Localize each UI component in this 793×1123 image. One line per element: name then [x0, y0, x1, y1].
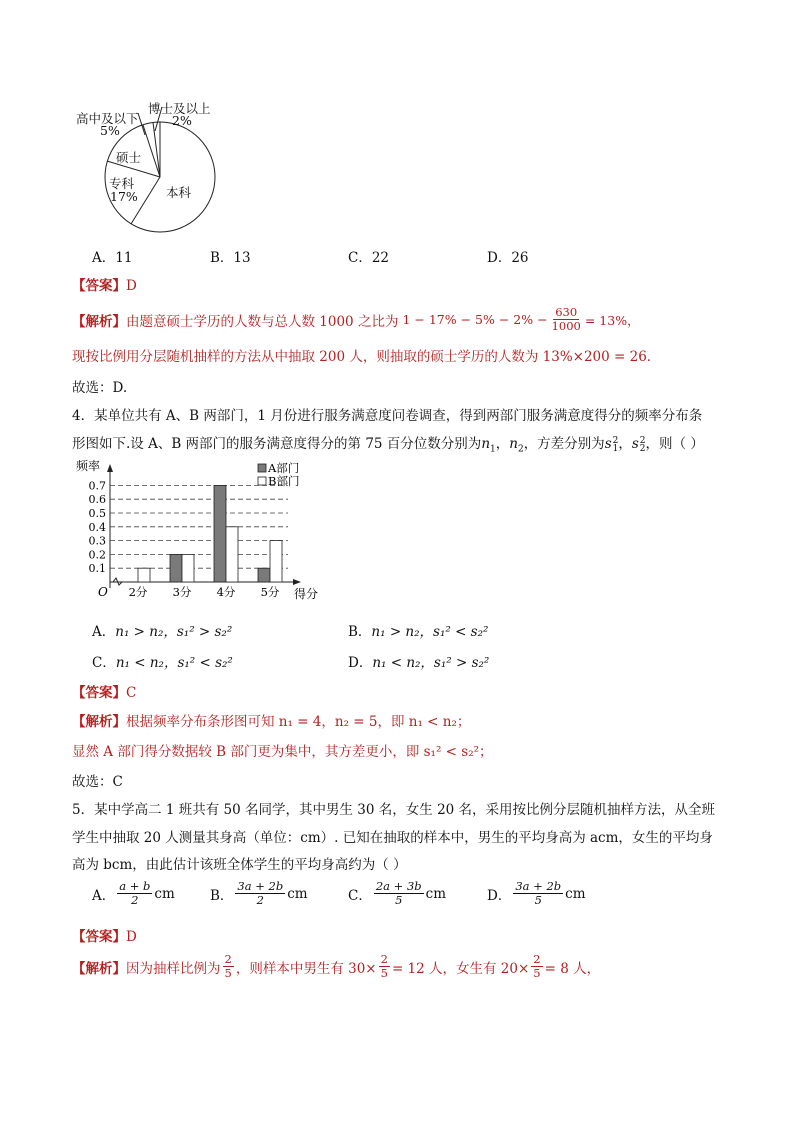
bar-a	[258, 568, 270, 582]
bar-b	[270, 541, 282, 582]
pie-label-master: 硕士	[116, 150, 142, 165]
y-tick-label: 0.2	[88, 548, 106, 562]
q4-option-d: D．n₁ < n₂，s₁² > s₂²	[348, 655, 490, 671]
q5-stem-line1: 5．某中学高二 1 班共有 50 名同学，其中男生 30 名，女生 20 名，采用按比例分层随机抽样方法，从全班	[72, 802, 716, 818]
q5-option-c: C． $\frac{2a + 3b}{5}$ cm	[348, 879, 447, 907]
x-axis-label: 得分	[294, 587, 319, 601]
q4-analysis-line1: 【解析】根据频率分布条形图可知 n₁ = 4，n₂ = 5，即 n₁ < n₂；	[72, 714, 471, 730]
legend-label-b: B部门	[268, 474, 300, 488]
bar-a	[170, 554, 182, 582]
q4-option-a: A．n₁ > n₂，s₁² > s₂²	[92, 624, 233, 640]
q4-conclusion: 故选：C	[72, 774, 123, 790]
y-tick-label: 0.5	[88, 507, 106, 520]
q3-option-b: B．13	[210, 250, 251, 266]
y-tick-label: 0.4	[88, 520, 106, 534]
q5-option-a: A． $\frac{a + b}{2}$ cm	[92, 879, 175, 907]
pie-label-hs: 高中及以下	[76, 111, 139, 126]
legend-swatch-a	[258, 464, 266, 472]
q5-stem-line2: 学生中抽取 20 人测量其身高（单位：cm）. 已知在抽取的样本中，男生的平均身高为 acm，女生的平均身	[72, 830, 713, 846]
x-axis-arrow	[293, 579, 301, 585]
q3-option-d: D．26	[487, 250, 529, 266]
q5-option-d: D． $\frac{3a + 2b}{5}$ cm	[487, 879, 586, 907]
bar-b	[182, 554, 194, 582]
origin-label: O	[98, 585, 108, 599]
q3-analysis: 【解析】 由题意硕士学历的人数与总人数 1000 之比为 1 − 17% − 5% − 2% − $\frac{630}{1000}$ = 13%，	[72, 305, 640, 333]
q4-answer: 【答案】C	[72, 685, 137, 701]
bar-b	[138, 568, 150, 582]
pie-label-bachelor: 本科	[166, 185, 192, 200]
x-tick-label: 5分	[260, 585, 280, 599]
pie-label-junior: 专科	[109, 176, 135, 191]
q4-option-c: C．n₁ < n₂，s₁² < s₂²	[92, 655, 233, 671]
y-axis-label: 频率	[76, 459, 101, 473]
q3-option-a: A．11	[92, 250, 133, 266]
q5-analysis: 【解析】 因为抽样比例为 $\frac{2}{5}$ ，则样本中男生有 30× $\frac{2}{5}$ = 12 人，女生有 20× $\frac{2}{5}$ = 8 人，	[72, 952, 601, 980]
pie-pct-hs: 5%	[100, 123, 120, 138]
pie-label-phd: 博士及以上	[148, 101, 211, 116]
pie-pct-phd: 2%	[172, 113, 192, 128]
q3-option-c: C．22	[348, 250, 390, 266]
pie-pct-junior: 17%	[110, 189, 138, 204]
x-tick-label: 4分	[216, 585, 236, 599]
y-tick-label: 0.6	[88, 493, 106, 507]
q5-answer: 【答案】D	[72, 929, 137, 945]
q4-option-b: B．n₁ > n₂，s₁² < s₂²	[348, 624, 489, 640]
q5-stem-line3: 高为 bcm，由此估计该班全体学生的平均身高约为（ ）	[72, 857, 407, 873]
q4-stem-line2: 形图如下.设 A、B 两部门的服务满意度得分的第 75 百分位数分别为$n_1$，$n_2$，方差分别为s 2 1 ，s 2 2 ，则（ ）	[72, 435, 704, 455]
legend-label-a: A部门	[268, 461, 300, 475]
q3-analysis-line2: 现按比例用分层随机抽样的方法从中抽取 200 人，则抽取的硕士学历的人数为 13%×200 = 26．	[72, 349, 661, 365]
y-tick-label: 0.1	[88, 562, 106, 576]
y-tick-label: 0.3	[88, 534, 106, 548]
q3-conclusion: 故选：D.	[72, 380, 128, 396]
x-tick-label: 2分	[128, 585, 148, 599]
x-tick-label: 3分	[172, 585, 192, 599]
q5-option-b: B． $\frac{3a + 2b}{2}$ cm	[210, 879, 308, 907]
q4-stem-line1: 4．某单位共有 A、B 两部门，1 月份进行服务满意度问卷调查，得到两部门服务满意度得分的频率分布条	[72, 408, 703, 424]
bar-b	[226, 527, 238, 582]
legend-swatch-b	[258, 477, 266, 485]
bar-chart	[68, 458, 338, 608]
y-axis-arrow	[107, 464, 113, 472]
bar-a	[214, 485, 226, 582]
y-tick-label: 0.7	[88, 479, 106, 493]
q3-answer: 【答案】D	[72, 278, 137, 294]
q4-analysis-line2: 显然 A 部门得分数据较 B 部门更为集中，其方差更小，即 s₁² < s₂²；	[72, 744, 493, 760]
